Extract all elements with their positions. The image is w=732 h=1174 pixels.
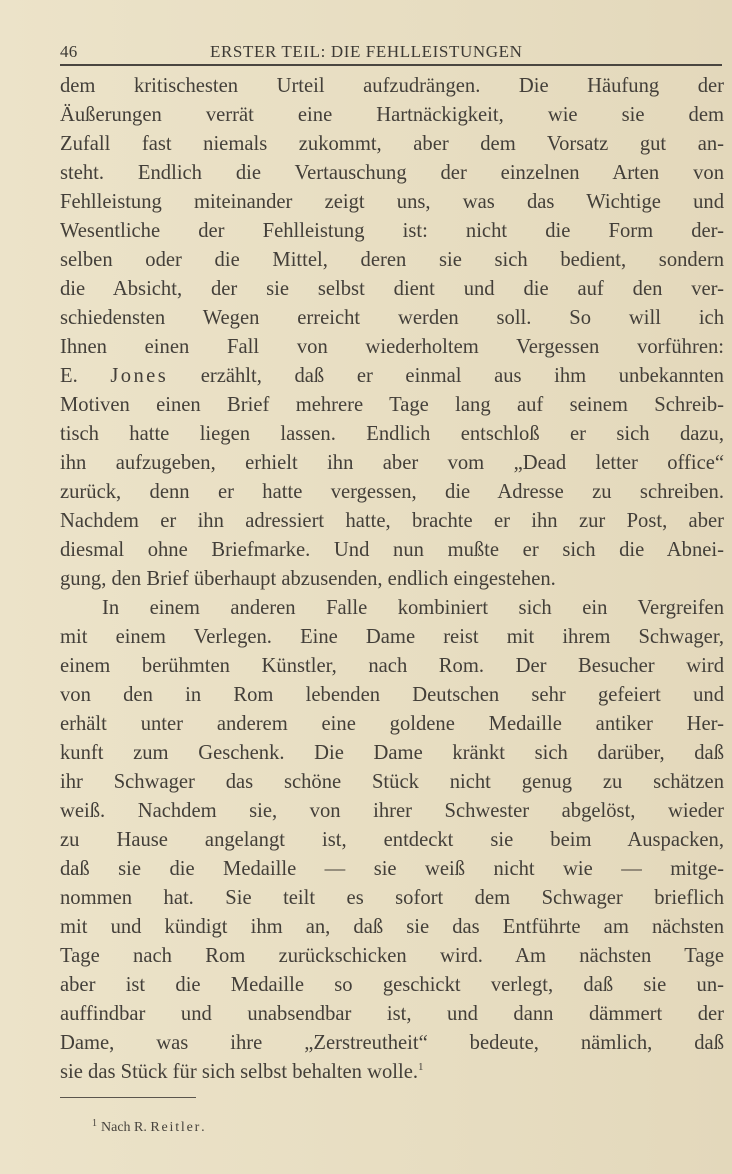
text-fragment: sie das Stück für sich selbst behalten wolle. (60, 1061, 419, 1083)
text-line: Wesentliche der Fehlleistung ist: nicht die Form der- (60, 220, 724, 242)
text-line: Ihnen einen Fall von wiederholtem Vergessen vorführen: (60, 336, 724, 358)
text-fragment: E. (60, 365, 111, 387)
body-text (60, 72, 724, 1087)
text-line: schiedensten Wegen erreicht werden soll. So will ich (60, 307, 724, 329)
text-line: mit und kündigt ihm an, daß sie das Entführte am nächsten (60, 916, 724, 938)
footnote-reference[interactable]: 1 (418, 1061, 424, 1073)
footnote-prefix: Nach R. (101, 1120, 151, 1135)
text-line-jones (60, 362, 724, 391)
text-line: auffindbar und unabsendbar ist, und dann dämmert der (60, 1003, 724, 1025)
text-line: Motiven einen Brief mehrere Tage lang auf seinem Schreib- (60, 394, 724, 416)
text-line: zurück, denn er hatte vergessen, die Adresse zu schreiben. (60, 481, 724, 503)
text-line: Tage nach Rom zurückschicken wird. Am nächsten Tage (60, 945, 724, 967)
footnote-author: Reitler (150, 1120, 202, 1135)
running-head (60, 40, 722, 62)
text-line: kunft zum Geschenk. Die Dame kränkt sich darüber, daß (60, 742, 724, 764)
footnote-suffix: . (201, 1120, 205, 1135)
text-line: Nachdem er ihn adressiert hatte, brachte er ihn zur Post, aber (60, 510, 724, 532)
text-fragment: erzählt, daß er einmal aus ihm unbekannten (168, 365, 724, 387)
paragraph-end-line: gung, den Brief überhaupt abzusenden, endlich eingestehen. (60, 568, 556, 590)
footnote-marker: 1 (92, 1118, 97, 1129)
paragraph-start-line: In einem anderen Falle kombiniert sich ein Vergreifen (102, 597, 724, 619)
text-line: Äußerungen verrät eine Hartnäckigkeit, wie sie dem (60, 104, 724, 126)
text-line: Dame, was ihre „Zerstreutheit“ bedeute, nämlich, daß (60, 1032, 724, 1054)
text-line: dem kritischesten Urteil aufzudrängen. Die Häufung der (60, 75, 724, 97)
spaced-name-jones: Jones (110, 365, 169, 387)
header-rule (60, 64, 722, 66)
text-line: erhält unter anderem eine goldene Medaille antiker Her- (60, 713, 724, 735)
page-number: 46 (60, 42, 78, 61)
chapter-title: ERSTER TEIL: DIE FEHLLEISTUNGEN (210, 42, 523, 61)
paragraph-end-line (60, 1058, 724, 1087)
text-line: daß sie die Medaille — sie weiß nicht wie — mitge- (60, 858, 724, 880)
footnote (92, 1118, 205, 1136)
text-line: zu Hause angelangt ist, entdeckt sie beim Auspacken, (60, 829, 724, 851)
text-line: ihr Schwager das schöne Stück nicht genug zu schätzen (60, 771, 724, 793)
text-line: selben oder die Mittel, deren sie sich bedient, sondern (60, 249, 724, 271)
text-line: tisch hatte liegen lassen. Endlich entschloß er sich dazu, (60, 423, 724, 445)
text-line: weiß. Nachdem sie, von ihrer Schwester abgelöst, wieder (60, 800, 724, 822)
text-line: die Absicht, der sie selbst dient und die auf den ver- (60, 278, 724, 300)
text-line: steht. Endlich die Vertauschung der einzelnen Arten von (60, 162, 724, 184)
text-line: nommen hat. Sie teilt es sofort dem Schwager brieflich (60, 887, 724, 909)
text-line: mit einem Verlegen. Eine Dame reist mit ihrem Schwager, (60, 626, 724, 648)
text-line: ihn aufzugeben, erhielt ihn aber vom „Dead letter office“ (60, 452, 724, 474)
text-line: aber ist die Medaille so geschickt verlegt, daß sie un- (60, 974, 724, 996)
footnote-rule (60, 1097, 196, 1098)
text-line: einem berühmten Künstler, nach Rom. Der Besucher wird (60, 655, 724, 677)
text-line: Fehlleistung miteinander zeigt uns, was das Wichtige und (60, 191, 724, 213)
text-line: von den in Rom lebenden Deutschen sehr gefeiert und (60, 684, 724, 706)
text-line: Zufall fast niemals zukommt, aber dem Vorsatz gut an- (60, 133, 724, 155)
text-line: diesmal ohne Briefmarke. Und nun mußte er sich die Abnei- (60, 539, 724, 561)
